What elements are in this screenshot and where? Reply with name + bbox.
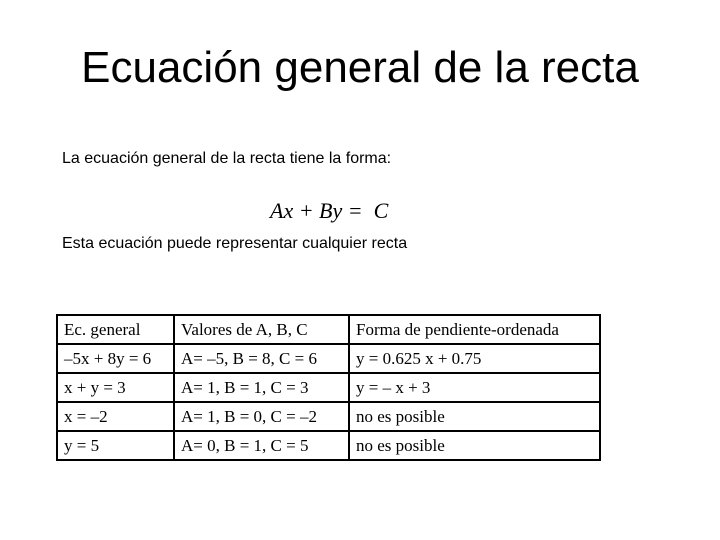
slide-title: Ecuación general de la recta bbox=[81, 43, 639, 92]
cell-coefficients: A= 1, B = 1, C = 3 bbox=[174, 373, 349, 402]
table-row bbox=[57, 431, 600, 460]
header-coefficients: Valores de A, B, C bbox=[174, 315, 349, 344]
cell-slope-intercept: y = – x + 3 bbox=[349, 373, 600, 402]
cell-slope-intercept: no es posible bbox=[349, 431, 600, 460]
cell-coefficients: A= –5, B = 8, C = 6 bbox=[174, 344, 349, 373]
header-slope-intercept: Forma de pendiente-ordenada bbox=[349, 315, 600, 344]
cell-general-equation: –5x + 8y = 6 bbox=[57, 344, 174, 373]
header-general-equation: Ec. general bbox=[57, 315, 174, 344]
cell-general-equation: x = –2 bbox=[57, 402, 174, 431]
table-row bbox=[57, 402, 600, 431]
cell-coefficients: A= 1, B = 0, C = –2 bbox=[174, 402, 349, 431]
cell-general-equation: x + y = 3 bbox=[57, 373, 174, 402]
table-row bbox=[57, 344, 600, 373]
general-equation: Ax + By = C bbox=[270, 198, 389, 223]
table-header-row bbox=[57, 315, 600, 344]
cell-general-equation: y = 5 bbox=[57, 431, 174, 460]
cell-coefficients: A= 0, B = 1, C = 5 bbox=[174, 431, 349, 460]
table-row bbox=[57, 373, 600, 402]
cell-slope-intercept: no es posible bbox=[349, 402, 600, 431]
subtitle-text: Esta ecuación puede representar cualquier recta bbox=[62, 235, 408, 252]
cell-slope-intercept: y = 0.625 x + 0.75 bbox=[349, 344, 600, 373]
equations-table bbox=[56, 314, 601, 461]
intro-text: La ecuación general de la recta tiene la forma: bbox=[62, 150, 392, 167]
